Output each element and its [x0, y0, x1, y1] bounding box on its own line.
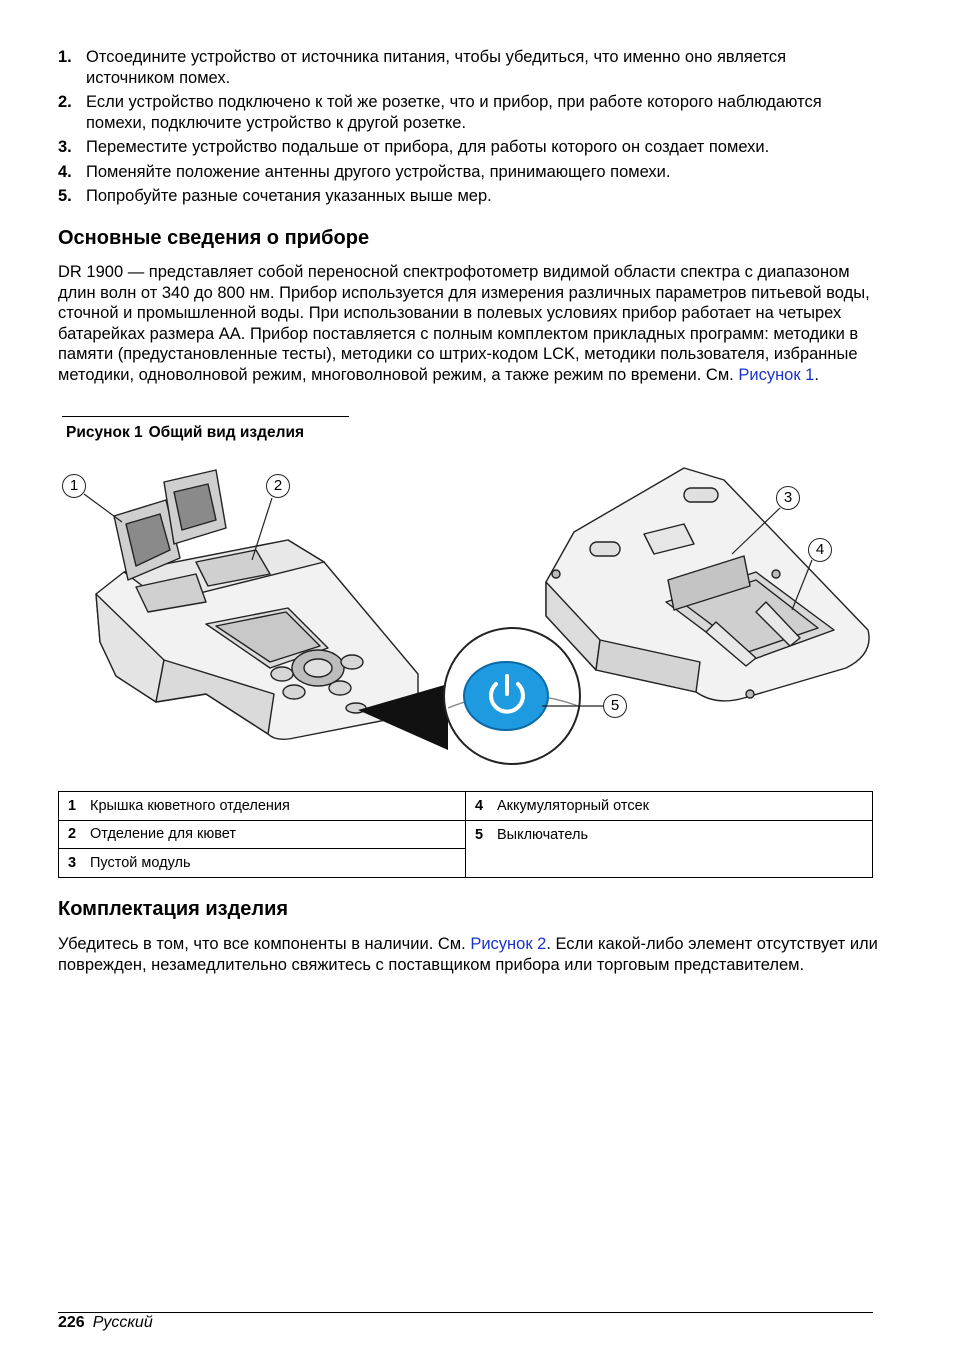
step-number: 4.	[58, 162, 72, 181]
step-text: Если устройство подключено к той же розетке, что и прибор, при работе которого наблюдаются помехи, подключите устройство к другой розетке.	[86, 93, 822, 132]
product-overview-figure	[56, 462, 876, 780]
table-row	[59, 820, 873, 849]
troubleshooting-steps	[58, 47, 878, 211]
section-heading-overview: Основные сведения о приборе	[58, 227, 370, 249]
step-number: 1.	[58, 48, 72, 66]
footer-rule	[58, 1312, 873, 1313]
figure-legend-table	[58, 791, 873, 878]
instrument-bottom-illustration	[546, 468, 869, 701]
contents-text: Убедитесь в том, что все компоненты в наличии. См.	[58, 935, 471, 953]
overview-text-end: .	[814, 365, 819, 384]
step-item	[58, 186, 878, 207]
overview-text: DR 1900 — представляет собой переносной спектрофотометр видимой области спектра с диапазоном длин волн от 340 до 800 нм. Прибор используется для измерения различных параметров питьевой воды, сточной и промышленной воды. При использовании в полевых условиях прибор работает на четырех батарейках размера AA. Прибор поставляется с полным комплектом прикладных программ: методики в памяти (предустановленные тесты), методики со штрих-кодом LCK, методики пользователя, избранные методики, одноволновой режим, многоволновой режим, а также режим по времени. См.	[58, 263, 870, 384]
legend-cell: 4 Аккумуляторный отсек	[466, 792, 873, 821]
callout-5: 5	[603, 694, 627, 718]
step-text: Попробуйте разные сочетания указанных выше мер.	[86, 187, 492, 205]
footer-language: Русский	[92, 1314, 153, 1331]
callout-4: 4	[808, 538, 832, 562]
figure-caption	[66, 423, 310, 444]
instrument-front-illustration	[96, 470, 418, 739]
step-item	[58, 162, 878, 183]
legend-cell: 5 Выключатель	[466, 820, 873, 877]
contents-text-end: . Если какой-либо элемент отсутствует или поврежден, незамедлительно свяжитесь с поставщиком прибора или торговым представителем.	[58, 935, 878, 974]
page-footer	[58, 1313, 153, 1334]
figure-label: Рисунок 1	[66, 424, 143, 441]
step-item	[58, 137, 878, 158]
figure-2-link[interactable]: Рисунок 2	[470, 935, 547, 953]
contents-paragraph	[58, 934, 878, 975]
step-text: Отсоедините устройство от источника питания, чтобы убедиться, что именно оно является источником помех.	[86, 48, 787, 87]
step-number: 2.	[58, 93, 72, 111]
legend-cell: 1 Крышка кюветного отделения	[59, 792, 466, 821]
figure-title: Общий вид изделия	[148, 424, 305, 441]
step-item	[58, 92, 878, 133]
step-number: 5.	[58, 187, 72, 205]
step-text: Переместите устройство подальше от прибора, для работы которого он создает помехи.	[86, 138, 770, 156]
legend-cell: 3 Пустой модуль	[59, 849, 466, 878]
figure-1-link[interactable]: Рисунок 1	[738, 365, 815, 384]
step-number: 3.	[58, 138, 72, 156]
table-row	[59, 792, 873, 821]
figure-caption-rule	[62, 416, 349, 417]
overview-paragraph	[58, 262, 878, 385]
section-heading-contents: Комплектация изделия	[58, 898, 289, 920]
power-button-detail	[444, 628, 580, 764]
callout-1: 1	[62, 474, 86, 498]
step-item	[58, 47, 878, 88]
step-text: Поменяйте положение антенны другого устройства, принимающего помехи.	[86, 162, 671, 181]
callout-2: 2	[266, 474, 290, 498]
callout-3: 3	[776, 486, 800, 510]
legend-cell: 2 Отделение для кювет	[59, 820, 466, 849]
page-number: 226	[58, 1314, 85, 1331]
